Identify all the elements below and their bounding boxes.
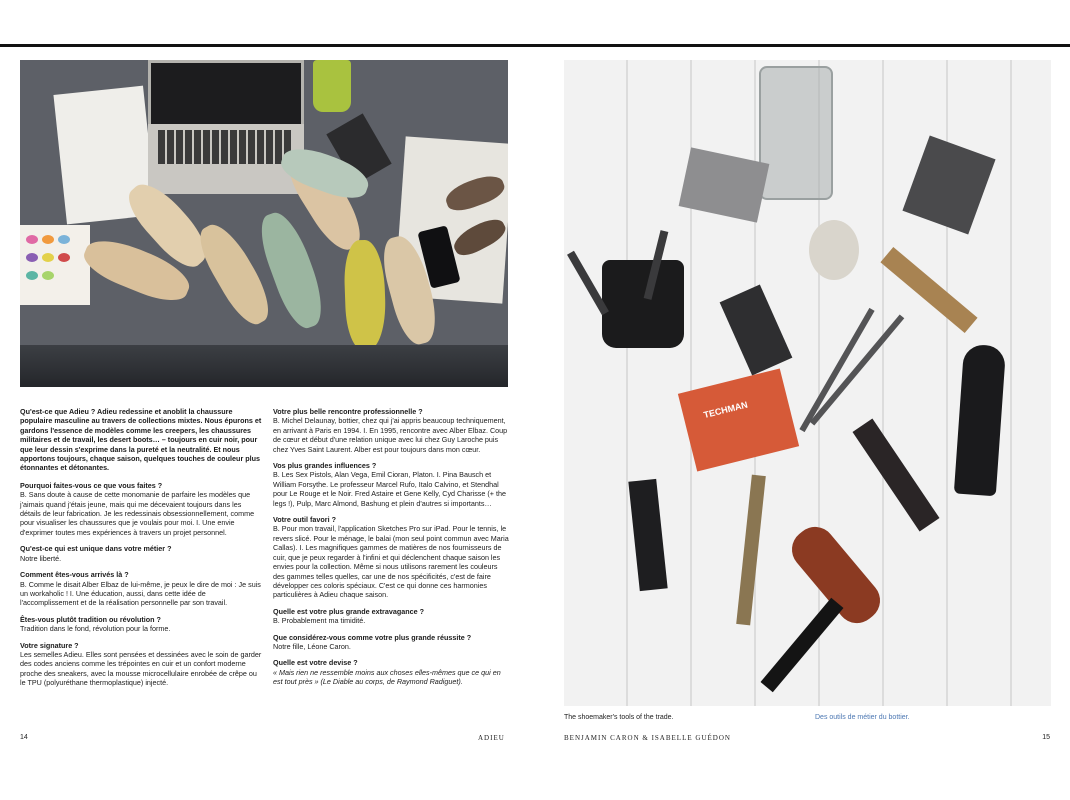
stretching-pliers <box>954 344 1006 497</box>
answer: B. Michel Delaunay, bottier, chez qui j'ai appris beaucoup techniquement, en arrivant à Paris en 1994. I. En 1995, rencontre avec Alber Elbaz. Coup de cœur et début d'une relation unique avec lui chez Guy Laroche puis chez Yves Saint Laurent. Alber est pour toujours dans mon cœur. <box>273 416 508 454</box>
color-swatch-card <box>20 225 90 305</box>
shoe-last <box>343 239 387 350</box>
photo-caption-french: Des outils de métier du bottier. <box>815 714 910 721</box>
question: Que considérez-vous comme votre plus grande réussite ? <box>273 632 472 642</box>
answer: B. Probablement ma timidité. <box>273 616 366 626</box>
workbench-photo <box>20 60 508 387</box>
answer: B. Pour mon travail, l'application Sketches Pro sur iPad. Pour le tennis, le revers slicé. Pour le ménage, le balai (mon seul point commun avec Maria Callas). I. Les magnifiques gammes de matières de nos fournisseurs de cuir, que je peux regarder à l'infini et qui déclenchent chaque saison les envies pour la collection. Même si nous utilisons rarement les couleurs des gammes telles quelles, car une de nos spécificités, c'est de faire développer ces coloris spéciaux. C'est ce qui donne ces harmonies particulières à Adieu chaque saison. <box>273 524 509 600</box>
question: Qu'est-ce qui est unique dans votre métier ? <box>20 544 172 554</box>
answer: Tradition dans le fond, révolution pour la forme. <box>20 624 171 634</box>
box-label: TECHMAN <box>702 399 749 421</box>
green-cup <box>313 60 351 112</box>
question: Vos plus grandes influences ? <box>273 461 377 471</box>
question: Quelle est votre plus grande extravagance ? <box>273 606 424 616</box>
question: Votre signature ? <box>20 640 79 650</box>
dividers <box>799 308 874 432</box>
bench-shelf <box>20 345 508 387</box>
glass-jar <box>759 66 833 200</box>
qa-block <box>20 615 264 634</box>
running-head-left: ADIEU <box>478 734 505 742</box>
page-number-right: 15 <box>1042 734 1050 741</box>
article-column-left <box>20 407 264 695</box>
question: Êtes-vous plutôt tradition ou révolution ? <box>20 614 161 624</box>
running-head-right: BENJAMIN CARON & ISABELLE GUÉDON <box>564 734 731 742</box>
keyboard-keys <box>158 130 293 164</box>
laptop-screen <box>148 60 304 128</box>
qa-block <box>273 515 509 600</box>
qa-block <box>273 658 509 686</box>
qa-block <box>20 570 264 608</box>
tools-photo <box>564 60 1051 706</box>
question: Pourquoi faites-vous ce que vous faites ? <box>20 480 163 490</box>
photo-caption-english: The shoemaker's tools of the trade. <box>564 714 674 721</box>
black-block <box>628 479 667 591</box>
rasp <box>736 475 766 626</box>
qa-block <box>273 461 509 508</box>
answer: Notre fille, Léone Caron. <box>273 641 351 651</box>
answer: Les semelles Adieu. Elles sont pensées et dessinées avec le soin de garder des codes anciens comme les trépointes en cuir et un confort moderne proche des sneakers, avec la mousse microcellulaire enrobée de crêpe ou le TPU (polyuréthane thermoplastique) injecté. <box>20 649 262 688</box>
qa-block <box>20 544 264 563</box>
answer: B. Les Sex Pistols, Alan Vega, Emil Cioran, Platon. I. Pina Bausch et William Forsythe. Le professeur Marcel Rufo, Italo Calvino, et Stendhal pour Le Rouge et le Noir. Fred Astaire et Gene Kelly, Cyd Charisse (+ the legs !), Pulp, Marc Almond, Bashung et plein d'autres si importants… <box>273 470 506 508</box>
question: Votre plus belle rencontre professionnelle ? <box>273 407 423 416</box>
metal-clamp <box>902 135 995 234</box>
qa-block <box>20 641 264 688</box>
article-column-right <box>273 407 509 694</box>
qa-block <box>273 607 509 626</box>
sharpening-stone <box>720 285 793 376</box>
answer: B. Sans doute à cause de cette monomanie de parfaire les modèles que j'aimais quand j'étais jeune, mais qui me décevaient toujours dans les détails de leur fabrication. Je les redessinais obsessionnellement, comme pour visualiser les chaussures que je voulais pour moi. I. Une envie d'exprimer toutes mes expériences à travers un projet personnel. <box>20 490 255 537</box>
answer: B. Comme le disait Alber Elbaz de lui-même, je peux le dire de moi : Je suis un workaholic ! I. Une éducation, aussi, dans cette idée de l'accomplissement et de la réalisation personnelle par son travail. <box>20 579 261 608</box>
qa-block <box>273 407 509 454</box>
question: Quelle est votre devise ? <box>273 658 358 668</box>
techman-box <box>678 368 799 471</box>
qa-block <box>20 481 264 537</box>
question: Votre outil favori ? <box>273 515 336 525</box>
tool-cup <box>602 260 684 348</box>
answer: Notre liberté. <box>20 553 62 563</box>
magazine-spread <box>0 47 1070 753</box>
wire-spool <box>809 220 859 280</box>
question: Comment êtes-vous arrivés là ? <box>20 570 129 580</box>
page-number-left: 14 <box>20 734 28 741</box>
qa-block <box>273 633 509 652</box>
bottom-margin <box>0 753 1070 800</box>
dark-handle-tool <box>853 419 940 532</box>
answer: « Mais rien ne ressemble moins aux choses elles-mêmes que ce qui en est tout près » (Le Diable au corps, de Raymond Radiguet). <box>273 667 501 687</box>
metal-clamp <box>679 147 770 222</box>
marker-pen <box>761 598 844 693</box>
article-intro: Qu'est-ce que Adieu ? Adieu redessine et anoblit la chaussure populaire masculine au travers de collections mixtes. Nous épurons et gardons l'essence de modèles comme les creepers, les chaussures militaires et de travail, les desert boots… – toujours en cuir noir, pour que leur dessin s'exprime dans la pureté et la neutralité. Et nous apportons toujours, chaque saison, quelques touches de couleur plus étonnantes et détonantes. <box>20 407 262 473</box>
